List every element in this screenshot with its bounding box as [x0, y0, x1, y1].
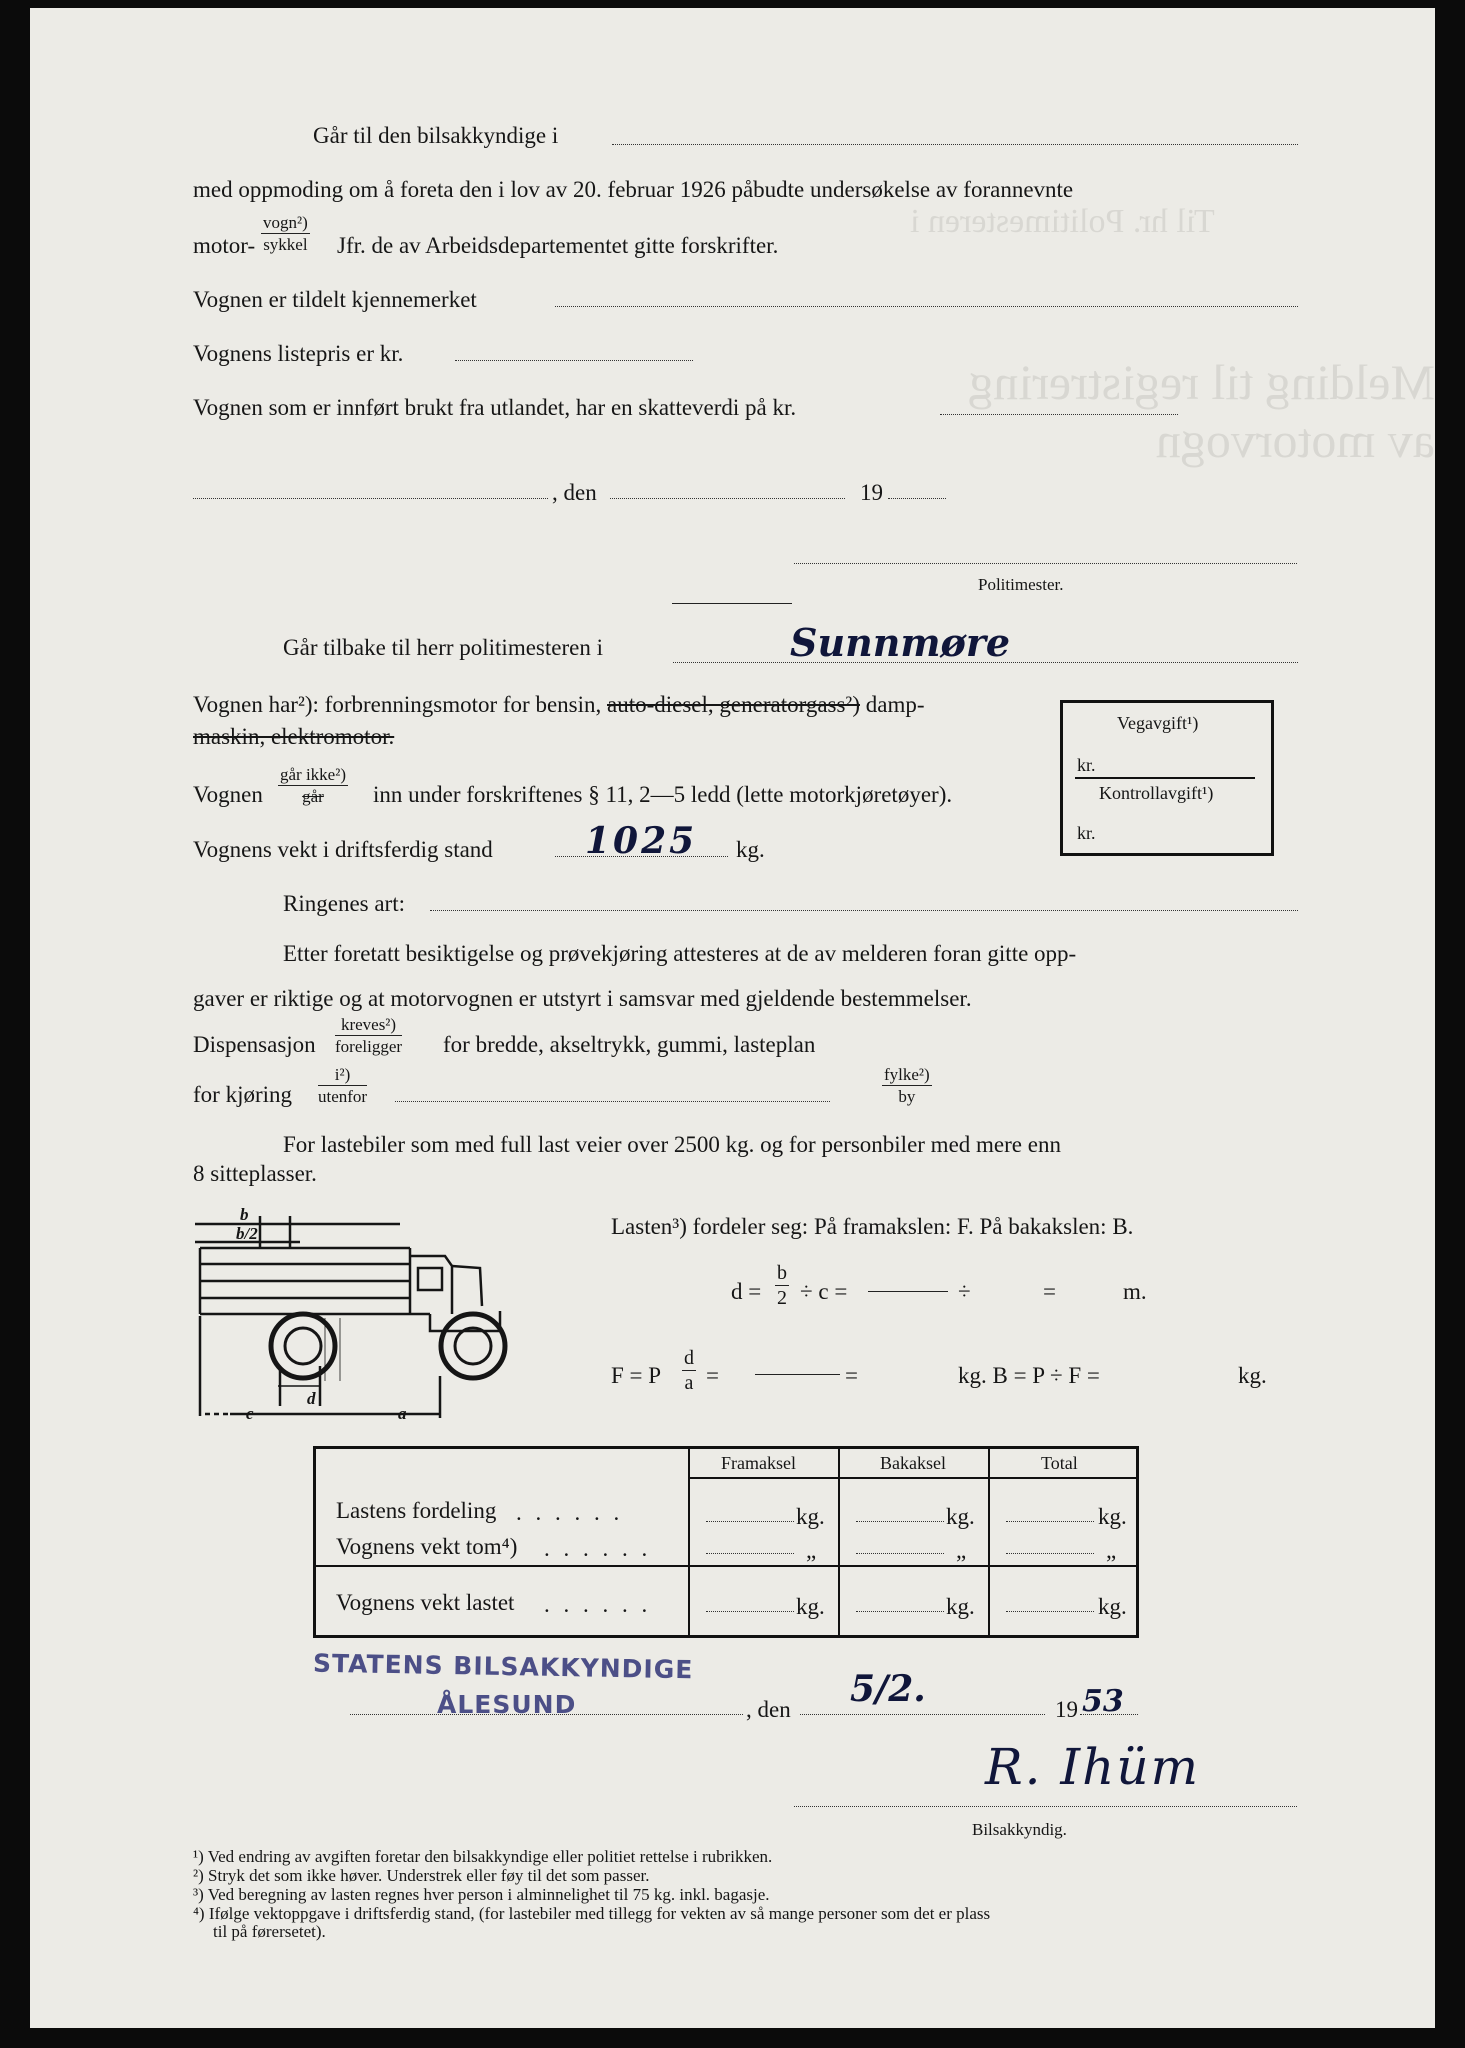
diag-label-a: a [398, 1404, 407, 1423]
row-dots: . . . . . . [516, 1500, 624, 1525]
control-fee-kr: kr. [1077, 823, 1096, 843]
formula-f-eq2: = [845, 1363, 858, 1388]
inspector-place-field[interactable] [350, 1714, 743, 1715]
driving-fraction [318, 1066, 367, 1105]
frac-den: a [684, 1372, 694, 1394]
formula-b-unit: kg. [1238, 1363, 1267, 1388]
footnote-4-cont [213, 1923, 326, 1940]
cell-field[interactable] [1006, 1611, 1094, 1612]
handwritten-place: Sunnmøre [790, 620, 1011, 665]
stamp-line1: STATENS BILSAKKYNDIGE [312, 1648, 694, 1685]
formula-f-eq1: = [706, 1363, 719, 1388]
frac-den: 2 [777, 1287, 787, 1309]
road-tax-kr: kr. [1077, 755, 1096, 775]
dispensation-suffix: for bredde, akseltrykk, gummi, lasteplan [443, 1032, 816, 1057]
tax-value-field[interactable] [940, 414, 1178, 415]
footnote-4 [193, 1905, 990, 1922]
cell-unit: „ [956, 1538, 967, 1563]
rings-label: Ringenes art: [283, 891, 405, 916]
bottom-year-prefix: 19 [1055, 1697, 1078, 1722]
cell-unit: „ [806, 1538, 817, 1563]
footnote-mark: ¹) [193, 1847, 204, 1866]
frac-den: sykkel [263, 235, 308, 254]
dispensation-fraction [335, 1016, 402, 1055]
road-tax-label: Vegavgift¹) [1117, 713, 1199, 733]
tax-value-label: Vognen som er innført brukt fra utlandet, har en skatteverdi på kr. [193, 395, 797, 420]
form-page [30, 8, 1435, 2028]
return-label: Går tilbake til herr politimesteren i [283, 635, 603, 660]
date-field[interactable] [610, 498, 845, 499]
inspector-signature-line[interactable] [794, 1806, 1297, 1807]
footnote-mark: ³) [193, 1885, 204, 1904]
stamp-line2: ÅLESUND [437, 1690, 577, 1719]
plate-field[interactable] [555, 306, 1298, 307]
diag-label-b: b [240, 1206, 249, 1224]
row-label: Vognens vekt lastet [336, 1590, 515, 1615]
footnote-1 [193, 1848, 772, 1865]
motor-prefix: motor- [193, 233, 256, 258]
inspector-label: Bilsakkyndig. [972, 1820, 1067, 1839]
formula-d-div: ÷ [958, 1279, 971, 1304]
diag-label-b2: b/2 [236, 1224, 258, 1243]
cell-unit: kg. [1098, 1504, 1127, 1529]
row-label: Lastens fordeling [336, 1498, 497, 1523]
cell-field[interactable] [856, 1553, 944, 1554]
footnote-mark: ⁴) [193, 1904, 205, 1923]
engine-struck: auto-diesel, generatorgass²) [607, 692, 860, 717]
diag-label-c: c [246, 1404, 254, 1423]
control-fee-label: Kontrollavgift¹) [1099, 783, 1214, 803]
rings-field[interactable] [430, 910, 1298, 911]
footnote-text: Ved endring av avgiften foretar den bilsakkyndige eller politiet rettelse i rubrikken. [207, 1847, 773, 1866]
year-field[interactable] [888, 498, 946, 499]
frac-num: b [777, 1262, 787, 1284]
county-fraction [882, 1066, 932, 1105]
line-request: med oppmoding om å foreta den i lov av 20. februar 1926 påbudte undersøkelse av forannevnte [193, 177, 1074, 202]
driving-field[interactable] [395, 1101, 830, 1102]
dispensation-label: Dispensasjon [193, 1032, 316, 1057]
header-bakaksel: Bakaksel [880, 1453, 946, 1473]
frac-den: by [898, 1087, 916, 1106]
cell-field[interactable] [856, 1521, 944, 1522]
cell-field[interactable] [1006, 1521, 1094, 1522]
formula-d-eq: = [1043, 1279, 1056, 1304]
footnote-text: til på førersetet). [213, 1922, 326, 1941]
attest-line1: Etter foretatt besiktigelse og prøvekjøring attesteres at de av melderen foran gitte opp- [283, 941, 1077, 966]
cell-unit: kg. [946, 1504, 975, 1529]
list-price-field[interactable] [455, 360, 693, 361]
weight-label: Vognens vekt i driftsferdig stand [193, 837, 493, 862]
frac-den: utenfor [318, 1087, 368, 1106]
list-price-label: Vognens listepris er kr. [193, 341, 404, 366]
frac-num: fylke²) [884, 1065, 930, 1084]
footnote-mark: ²) [193, 1866, 204, 1885]
frac-num: d [684, 1347, 694, 1369]
frac-den: foreligger [335, 1037, 403, 1056]
line-to-inspector: Går til den bilsakkyndige i [313, 123, 559, 148]
header-total: Total [1041, 1453, 1078, 1473]
road-tax-line[interactable] [1075, 777, 1255, 779]
table-divider [688, 1477, 1136, 1479]
light-vehicle-fraction [278, 766, 348, 805]
fee-box [1060, 700, 1274, 856]
formula-d-prefix: d = [731, 1279, 762, 1304]
cell-unit: kg. [796, 1504, 825, 1529]
load-table [313, 1446, 1139, 1638]
formula-d-blank[interactable] [868, 1291, 948, 1292]
formula-f-unit: kg. B = P ÷ F = [958, 1363, 1100, 1388]
formula-b-over-2 [775, 1263, 789, 1308]
driving-label: for kjøring [193, 1082, 293, 1107]
frac-num: kreves²) [335, 1016, 402, 1036]
date-19: 19 [860, 480, 883, 505]
police-signature-line[interactable] [794, 563, 1297, 564]
footnote-3 [193, 1886, 770, 1903]
handwritten-signature: R. Ihüm [985, 1738, 1201, 1796]
weight-unit: kg. [736, 837, 765, 862]
row-label: Vognens vekt tom⁴) [336, 1534, 518, 1559]
formula-d-mid: ÷ c = [800, 1279, 848, 1304]
police-label: Politimester. [978, 575, 1064, 594]
row-dots: . . . . . . [544, 1536, 652, 1561]
date-den: , den [552, 480, 597, 505]
engine-rest: damp- [865, 692, 925, 717]
light-vehicle-prefix: Vognen [193, 782, 263, 807]
cell-unit: kg. [796, 1594, 825, 1619]
footnote-2 [193, 1867, 649, 1884]
frac-den: går [302, 787, 324, 806]
place-field[interactable] [193, 498, 548, 499]
load-distribution-line: Lasten³) fordeler seg: På framakslen: F. På bakakslen: B. [611, 1214, 1134, 1239]
cell-unit: kg. [1098, 1594, 1127, 1619]
cell-unit: „ [1106, 1538, 1117, 1563]
bleed-through-text: Til hr. Politimesteren i [910, 203, 1215, 240]
motor-type-fraction [261, 214, 310, 253]
light-vehicle-suffix: inn under forskriftenes § 11, 2—5 ledd (lette motorkjøretøyer). [373, 782, 953, 807]
cell-unit: kg. [946, 1594, 975, 1619]
handwritten-year: 53 [1082, 1684, 1124, 1719]
bleed-through-heading: Melding til registrering av motorvogn [968, 354, 1435, 468]
frac-num: i²) [318, 1066, 367, 1086]
inspector-field[interactable] [612, 144, 1298, 145]
frac-num: vogn²) [263, 213, 308, 232]
header-framaksel: Framaksel [721, 1453, 796, 1473]
footnote-text: Stryk det som ikke høver. Understrek eller føy til det som passer. [208, 1866, 650, 1885]
section-divider [672, 603, 792, 604]
attest-line2: gaver er riktige og at motorvognen er utstyrt i samsvar med gjeldende bestemmelser. [193, 986, 972, 1011]
cell-field[interactable] [706, 1611, 794, 1612]
formula-d-unit: m. [1123, 1279, 1147, 1304]
handwritten-date: 5/2. [850, 1668, 926, 1710]
frac-num: går ikke²) [280, 765, 346, 784]
footnote-text: Ved beregning av lasten regnes hver person i alminnelighet til 75 kg. inkl. bagasje. [207, 1885, 770, 1904]
bottom-den: , den [746, 1697, 791, 1722]
plate-label: Vognen er tildelt kjennemerket [193, 287, 477, 312]
engine-struck-line2: maskin, elektromotor. [193, 724, 395, 749]
table-divider [316, 1565, 1136, 1567]
truck-diagram [190, 1206, 520, 1426]
bottom-date-field[interactable] [800, 1714, 1045, 1715]
cell-field[interactable] [856, 1611, 944, 1612]
formula-d-over-a [682, 1348, 696, 1393]
handwritten-weight: 1025 [585, 820, 698, 862]
formula-f-prefix: F = P [611, 1363, 662, 1388]
footnote-text: Ifølge vektoppgave i driftsferdig stand, (for lastebiler med tillegg for vekten av så mange personer som det er plass [208, 1904, 991, 1923]
engine-prefix: Vognen har²): forbrenningsmotor for bensin, [193, 692, 602, 717]
motor-suffix: Jfr. de av Arbeidsdepartementet gitte forskrifter. [337, 233, 779, 258]
row-dots: . . . . . . [544, 1592, 652, 1617]
cell-field[interactable] [1006, 1553, 1094, 1554]
formula-f-blank[interactable] [755, 1374, 840, 1375]
trucks-line1: For lastebiler som med full last veier over 2500 kg. og for personbiler med mere enn [283, 1132, 1061, 1157]
cell-field[interactable] [706, 1521, 794, 1522]
trucks-line2: 8 sitteplasser. [193, 1161, 317, 1186]
cell-field[interactable] [706, 1553, 794, 1554]
engine-line [193, 693, 925, 716]
diag-label-d: d [307, 1389, 316, 1408]
